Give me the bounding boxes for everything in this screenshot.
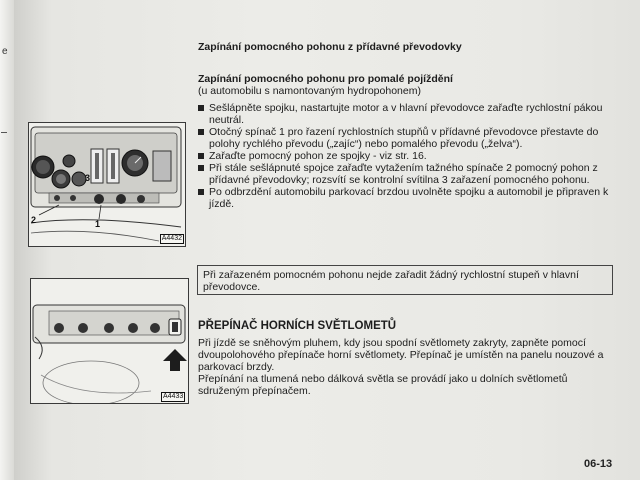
figure-dashboard-panel bbox=[28, 122, 186, 247]
callout-2: 2 bbox=[31, 215, 37, 225]
subsection-note: (u automobilu s namontovaným hydropohonem) bbox=[198, 85, 421, 97]
paragraph: Při jízdě se sněhovým pluhem, kdy jsou spodní světlomety zakryty, zapněte pomocí dvoupolohového přepínače horní světlomety. Přepínač je umístěn na panelu nouzové a parkovací brzdy. bbox=[198, 337, 604, 373]
figure-switch-panel bbox=[30, 278, 189, 404]
warning-notice: Při zařazeném pomocném pohonu nejde zařadit žádný rychlostní stupeň v hlavní převodovce. bbox=[197, 265, 613, 295]
section-title: Zapínání pomocného pohonu z přídavné převodovky bbox=[198, 41, 462, 53]
subsection-title: Zapínání pomocného pohonu pro pomalé pojíždění bbox=[198, 73, 453, 85]
switch-panel-illustration bbox=[31, 279, 188, 403]
list-item: Sešlápněte spojku, nastartujte motor a v hlavní převodovce zařaďte rychlostní pákou neutrál. bbox=[198, 102, 618, 126]
figure-code: A4432 bbox=[161, 235, 182, 242]
section-title-headlights: PŘEPÍNAČ HORNÍCH SVĚTLOMETŮ bbox=[198, 320, 397, 332]
callout-3: 3 bbox=[85, 173, 91, 183]
page-number: 06-13 bbox=[584, 458, 613, 470]
adjacent-page-letter: e bbox=[2, 46, 8, 57]
dashboard-illustration bbox=[29, 123, 185, 246]
list-item: Po odbrzdění automobilu parkovací brzdou uvolněte spojku a automobil je připraven k jízdě. bbox=[198, 186, 618, 210]
list-item: Otočný spínač 1 pro řazení rychlostních stupňů v přídavné převodovce přestavte do polohy rychlého převodu („zajíc“) nebo pomalého převodu („želva“). bbox=[198, 126, 618, 150]
figure-code: A4433 bbox=[163, 393, 184, 400]
paragraph: Přepínání na tlumená nebo dálková světla se provádí jako u dolních světlometů sdruženým přepínačem. bbox=[198, 373, 568, 397]
list-item: Zařaďte pomocný pohon ze spojky - viz str. 16. bbox=[198, 150, 618, 162]
adjacent-page-edge bbox=[0, 0, 14, 480]
callout-1: 1 bbox=[95, 219, 101, 229]
instruction-list bbox=[198, 102, 618, 210]
adjacent-page-mark bbox=[1, 132, 7, 133]
list-item: Při stále sešlápnuté spojce zařaďte vytažením tažného spínače 2 pomocný pohon z přídavné převodovky; rozsvítí se kontrolní svítilna 3 zařazení pomocného pohonu. bbox=[198, 162, 618, 186]
